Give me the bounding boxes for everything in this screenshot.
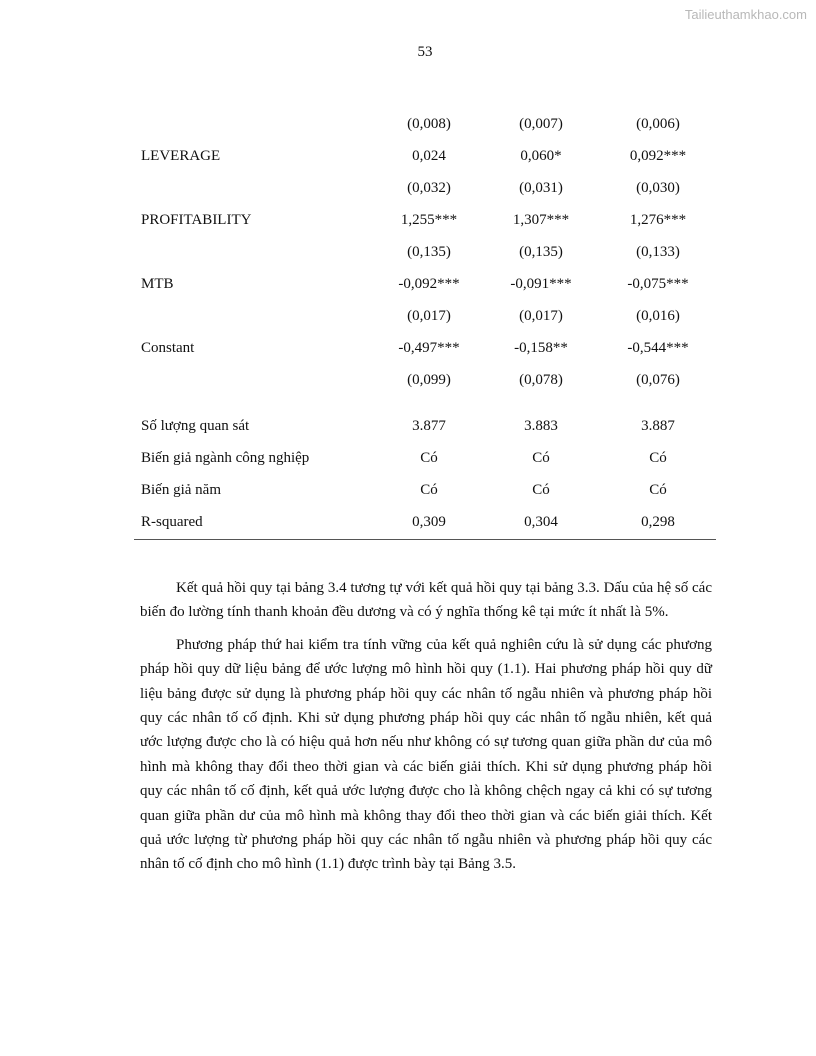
cell-col-3: 0,092*** <box>629 148 687 164</box>
cell-col-1: -0,497*** <box>398 340 460 356</box>
cell-col-2: (0,007) <box>519 116 563 132</box>
regression-table <box>134 108 716 540</box>
cell-col-3: 3.887 <box>641 418 675 434</box>
cell-col-2: Có <box>532 450 550 466</box>
row-label: LEVERAGE <box>141 148 221 164</box>
cell-col-2: (0,031) <box>519 180 563 196</box>
cell-col-1: 0,309 <box>412 514 446 530</box>
table-bottom-rule <box>134 539 716 540</box>
cell-col-2: (0,078) <box>519 372 563 388</box>
cell-col-2: (0,135) <box>519 244 563 260</box>
cell-col-3: Có <box>649 450 667 466</box>
body-text <box>140 576 712 885</box>
table-spacer <box>134 396 716 410</box>
page-number: 53 <box>417 44 433 60</box>
cell-col-1: 0,024 <box>412 148 446 164</box>
summary-row <box>134 474 716 506</box>
cell-col-2: 3.883 <box>524 418 558 434</box>
cell-col-3: (0,006) <box>636 116 680 132</box>
cell-col-1: 1,255*** <box>400 212 458 228</box>
row-label: Số lượng quan sát <box>141 418 250 434</box>
cell-col-3: (0,076) <box>636 372 680 388</box>
cell-col-3: (0,030) <box>636 180 680 196</box>
cell-col-2: 1,307*** <box>512 212 570 228</box>
cell-col-1: -0,092*** <box>398 276 460 292</box>
summary-row <box>134 442 716 474</box>
cell-col-2: Có <box>532 482 550 498</box>
table-row <box>134 172 716 204</box>
summary-row <box>134 506 716 538</box>
table-row <box>134 300 716 332</box>
paragraph: Kết quả hồi quy tại bảng 3.4 tương tự với kết quả hồi quy tại bảng 3.3. Dấu của hệ số các biến đo lường tính thanh khoản đều dương và có ý nghĩa thống kê tại mức ít nhất là 5%. <box>140 580 712 621</box>
row-label: Biến giả ngành công nghiệp <box>141 450 310 466</box>
table-row <box>134 268 716 300</box>
cell-col-3: (0,016) <box>636 308 680 324</box>
summary-row <box>134 410 716 442</box>
cell-col-1: (0,135) <box>407 244 451 260</box>
table-row <box>134 364 716 396</box>
table-row <box>134 236 716 268</box>
cell-col-1: (0,099) <box>407 372 451 388</box>
cell-col-1: (0,032) <box>407 180 451 196</box>
cell-col-2: -0,091*** <box>510 276 572 292</box>
row-label: MTB <box>141 276 174 292</box>
cell-col-2: 0,304 <box>524 514 558 530</box>
table-row <box>134 332 716 364</box>
cell-col-3: (0,133) <box>636 244 680 260</box>
cell-col-3: 1,276*** <box>629 212 687 228</box>
cell-col-3: -0,544*** <box>627 340 689 356</box>
row-label: Constant <box>141 340 195 356</box>
cell-col-1: (0,008) <box>407 116 451 132</box>
cell-col-3: 0,298 <box>641 514 675 530</box>
cell-col-1: Có <box>420 450 438 466</box>
table-row <box>134 140 716 172</box>
cell-col-1: (0,017) <box>407 308 451 324</box>
cell-col-1: Có <box>420 482 438 498</box>
cell-col-2: -0,158** <box>514 340 568 356</box>
row-label: R-squared <box>141 514 203 530</box>
cell-col-2: (0,017) <box>519 308 563 324</box>
cell-col-2: 0,060* <box>520 148 562 164</box>
watermark: Tailieuthamkhao.com <box>684 7 807 22</box>
table-row <box>134 204 716 236</box>
paragraph: Phương pháp thứ hai kiểm tra tính vững của kết quả nghiên cứu là sử dụng các phương pháp hồi quy dữ liệu bảng để ước lượng mô hình hồi quy (1.1). Hai phương pháp hồi quy dữ liệu bảng được sử dụng là phương pháp hồi quy các nhân tố ngẫu nhiên và phương pháp hồi quy các nhân tố cố định. Khi sử dụng phương pháp hồi quy các nhân tố ngẫu nhiên, kết quả ước lượng được cho là có hiệu quả hơn nếu như không có sự tương quan giữa phần dư của mô hình mà không thay đổi theo thời gian và các biến giải thích. Khi sử dụng phương pháp hồi quy các nhân tố cố định, kết quả ước lượng được cho là không chệch ngay cả khi có sự tương quan giữa phần dư của mô hình mà không thay đổi theo thời gian và các biến giải thích. Kết quả ước lượng từ phương pháp hồi quy các nhân tố ngẫu nhiên và phương pháp hồi quy các nhân tố cố định cho mô hình (1.1) được trình bày tại Bảng 3.5. <box>140 636 712 873</box>
row-label: Biến giả năm <box>141 482 221 498</box>
cell-col-3: -0,075*** <box>627 276 689 292</box>
row-label: PROFITABILITY <box>141 212 252 228</box>
cell-col-1: 3.877 <box>412 418 446 434</box>
table-row <box>134 108 716 140</box>
cell-col-3: Có <box>649 482 667 498</box>
